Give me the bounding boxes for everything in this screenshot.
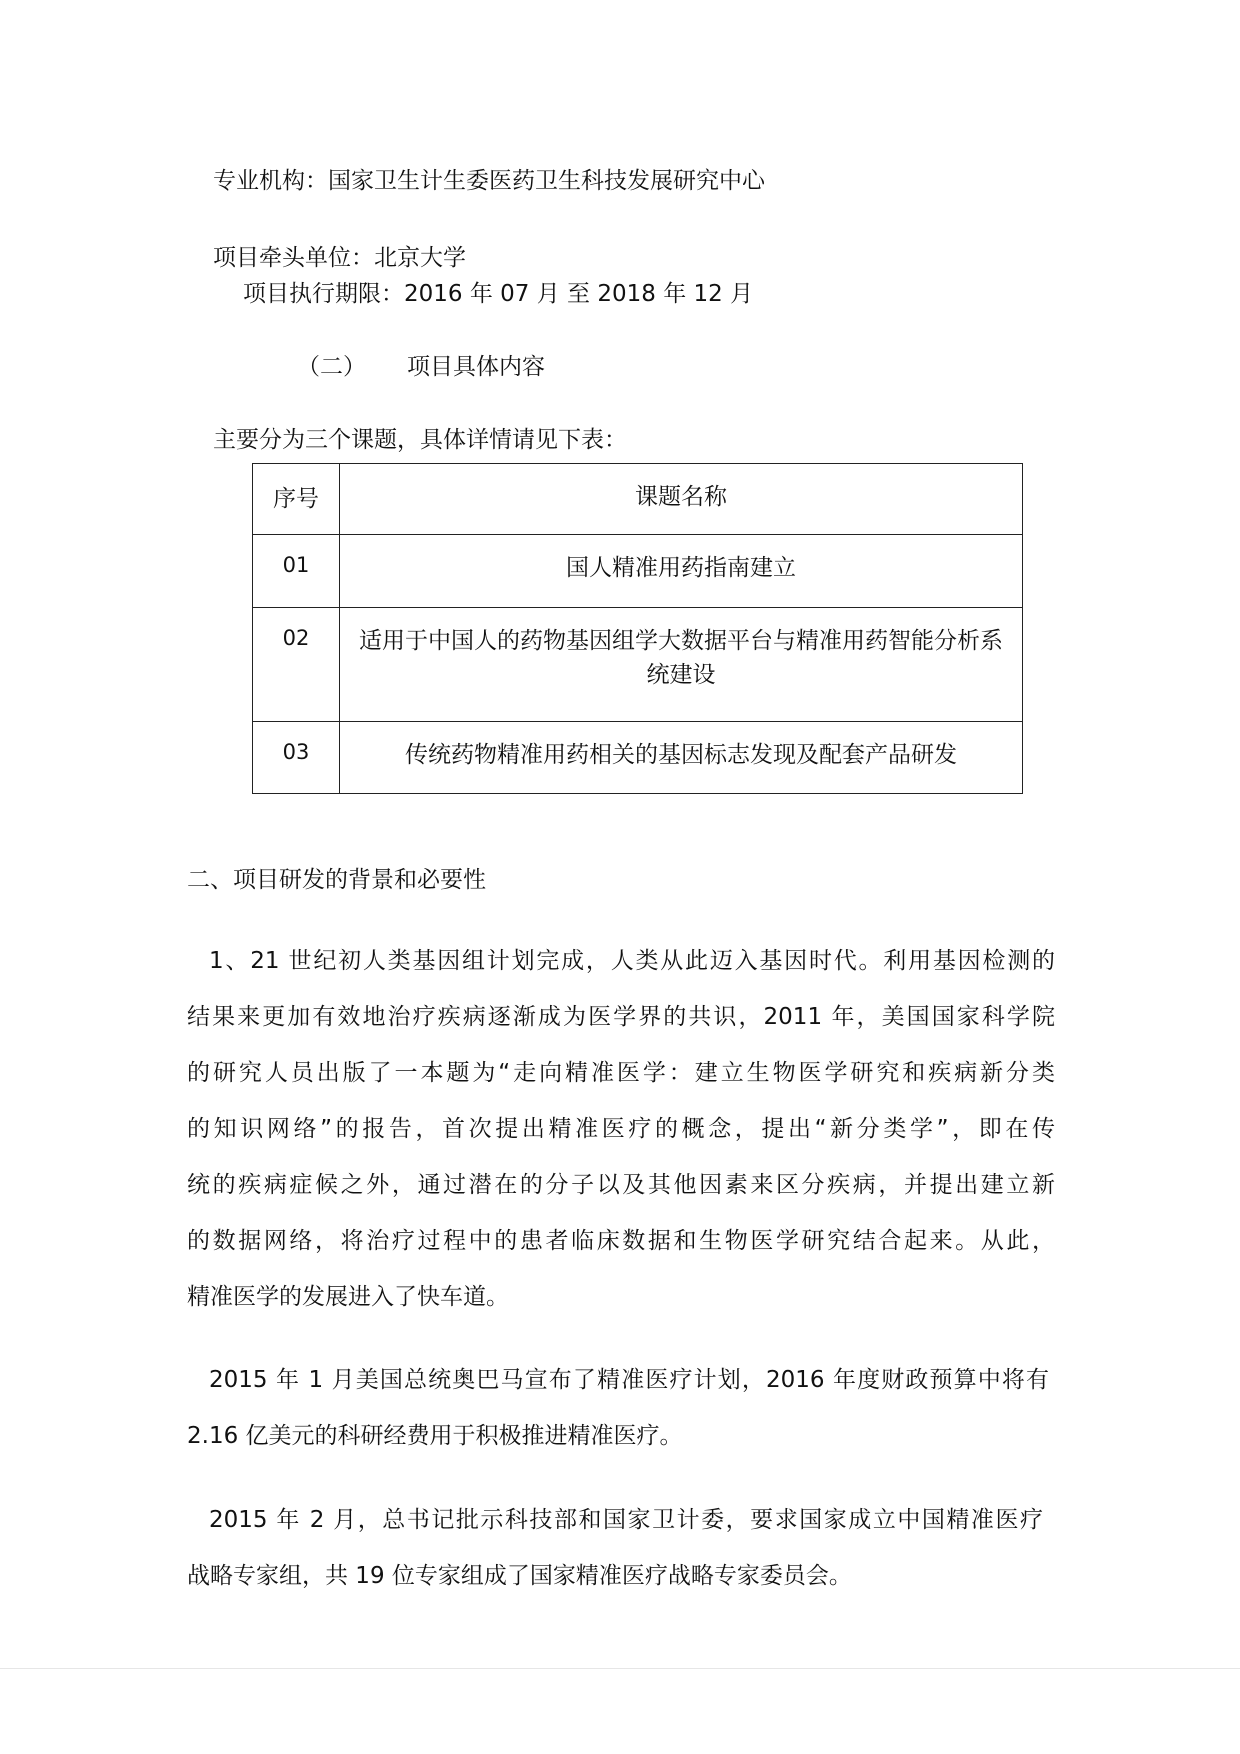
- header-name: 课题名称: [340, 464, 1023, 535]
- period-line: 项目执行期限：2016 年 07 月 至 2018 年 12 月: [243, 281, 754, 307]
- paragraph-line: 的知识网络”的报告，首次提出精准医疗的概念，提出“新分类学”，即在传: [187, 1116, 1055, 1142]
- paragraph-line: 的数据网络，将治疗过程中的患者临床数据和生物医学研究结合起来。从此，: [187, 1228, 1055, 1254]
- paragraph-line: 战略专家组，共 19 位专家组成了国家精准医疗战略专家委员会。: [187, 1563, 852, 1589]
- header-no: 序号: [253, 464, 340, 535]
- paragraph-line: 统的疾病症候之外，通过潜在的分子以及其他因素来区分疾病，并提出建立新: [187, 1172, 1055, 1198]
- row-no: 02: [253, 608, 340, 722]
- row-name: 国人精准用药指南建立: [340, 535, 1023, 608]
- paragraph-line: 2015 年 1 月美国总统奥巴马宣布了精准医疗计划，2016 年度财政预算中将有: [209, 1367, 1049, 1393]
- topics-table: [252, 463, 1023, 794]
- table-row: [253, 535, 1023, 608]
- page-bottom-divider: [0, 1668, 1240, 1669]
- background-heading: 二、项目研发的背景和必要性: [187, 867, 486, 893]
- row-no: 01: [253, 535, 340, 608]
- row-name: 传统药物精准用药相关的基因标志发现及配套产品研发: [340, 722, 1023, 794]
- table-row: [253, 608, 1023, 722]
- intro-text: 主要分为三个课题，具体详情请见下表：: [213, 427, 627, 453]
- paragraph-line: 的研究人员出版了一本题为“走向精准医学：建立生物医学研究和疾病新分类: [187, 1060, 1055, 1086]
- table-header-row: [253, 464, 1023, 535]
- section-number: （二）: [297, 354, 366, 380]
- paragraph-line: 精准医学的发展进入了快车道。: [187, 1284, 509, 1310]
- section-title: 项目具体内容: [407, 354, 545, 380]
- paragraph-line: 2015 年 2 月，总书记批示科技部和国家卫计委，要求国家成立中国精准医疗: [209, 1507, 1043, 1533]
- lead-unit-line: 项目牵头单位：北京大学: [213, 245, 466, 271]
- table-row: [253, 722, 1023, 794]
- institution-line: 专业机构：国家卫生计生委医药卫生科技发展研究中心: [213, 168, 765, 194]
- paragraph-line: 2.16 亿美元的科研经费用于积极推进精准医疗。: [187, 1423, 683, 1449]
- paragraph-line: 结果来更加有效地治疗疾病逐渐成为医学界的共识，2011 年，美国国家科学院: [187, 1004, 1055, 1030]
- paragraph-line: 1、21 世纪初人类基因组计划完成，人类从此迈入基因时代。利用基因检测的: [209, 948, 1055, 974]
- row-no: 03: [253, 722, 340, 794]
- row-name: 适用于中国人的药物基因组学大数据平台与精准用药智能分析系统建设: [340, 608, 1023, 722]
